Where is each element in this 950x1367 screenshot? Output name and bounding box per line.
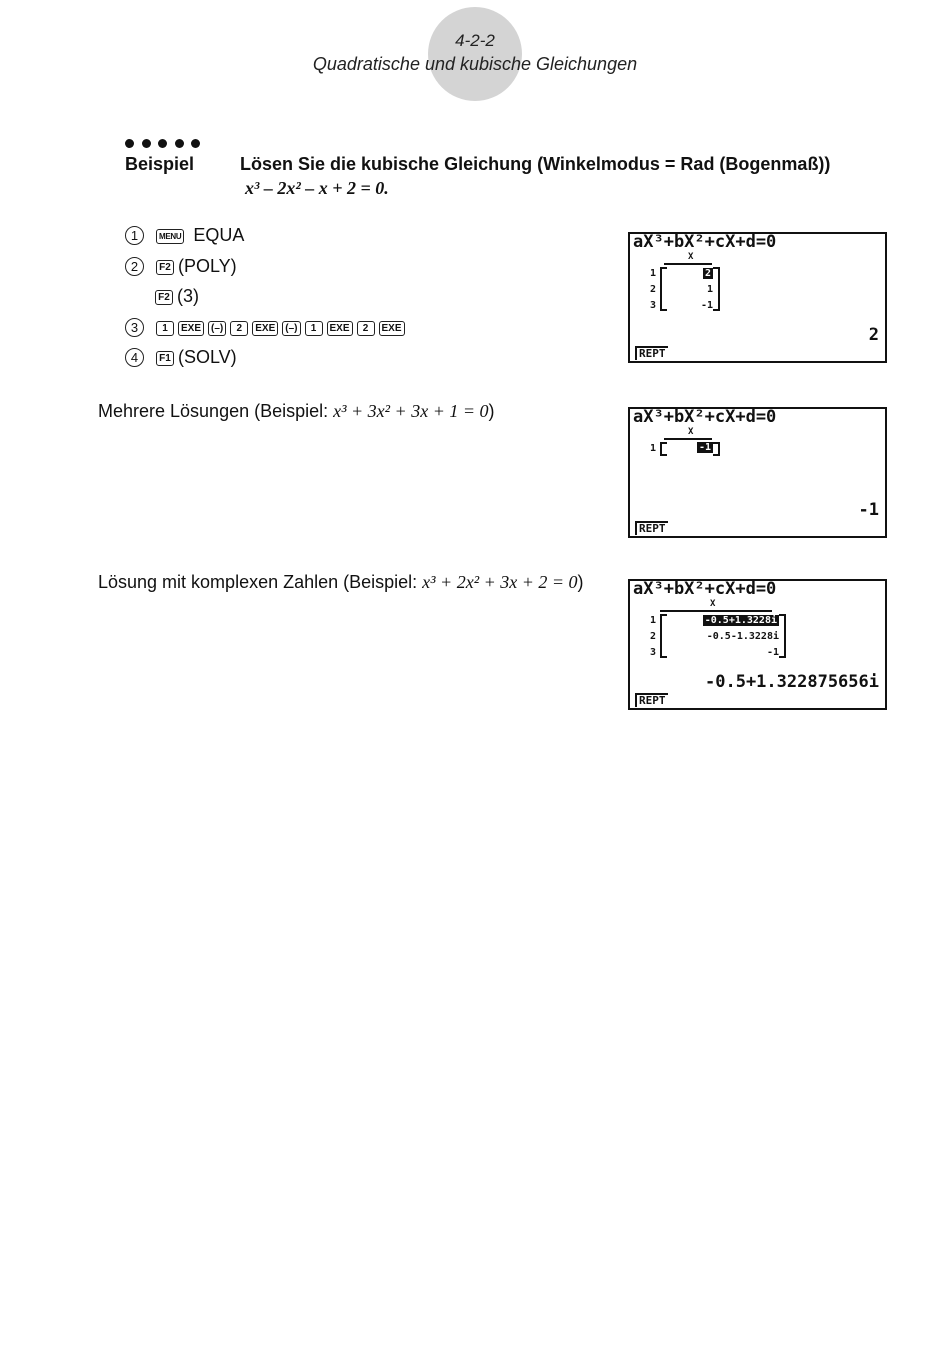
matrix-cell-selected: -0.5+1.3228i: [704, 615, 777, 626]
key-2-icon: 2: [357, 321, 375, 336]
note-equation: x³ + 3x² + 3x + 1 = 0: [333, 401, 489, 421]
matrix-cell-selected: -1: [698, 442, 711, 453]
result-value: -0.5+1.322875656i: [705, 672, 879, 692]
header-underline: [660, 610, 772, 612]
row-index: 2: [650, 284, 657, 295]
step-text: (POLY): [178, 256, 237, 276]
example-label: Beispiel: [125, 154, 195, 174]
f1-key-icon: F1: [156, 351, 174, 366]
note-close: ): [577, 572, 584, 592]
row-index: 1: [650, 443, 657, 454]
column-header: X: [710, 599, 716, 609]
row-index: 1: [650, 615, 657, 626]
exe-key-icon: EXE: [178, 321, 204, 336]
note-close: ): [488, 401, 495, 421]
step-2b: [155, 286, 199, 307]
row-index: 3: [650, 300, 657, 311]
column-header: X: [688, 252, 694, 262]
step-4: [125, 347, 237, 368]
screen-title: aX³+bX²+cX+d=0: [633, 407, 777, 427]
note-label: Lösung mit komplexen Zahlen (Beispiel:: [98, 572, 423, 592]
step-1: [125, 225, 244, 246]
step-number: 3: [125, 318, 144, 337]
example-equation: x³ – 2x² – x + 2 = 0.: [245, 178, 389, 198]
calculator-screen-1: [628, 232, 887, 363]
matrix-cell: 1: [706, 284, 713, 295]
row-index: 1: [650, 268, 657, 279]
exe-key-icon: EXE: [327, 321, 353, 336]
note-equation: x³ + 2x² + 3x + 2 = 0: [422, 572, 578, 592]
menu-key-icon: MENU: [156, 229, 184, 244]
note-label: Mehrere Lösungen (Beispiel:: [98, 401, 334, 421]
example-title: Lösen Sie die kubische Gleichung (Winkelmodus = Rad (Bogenmaß)): [240, 154, 831, 174]
step-text: (SOLV): [178, 347, 237, 367]
matrix-cell-selected: 2: [704, 268, 711, 279]
solution-matrix: [660, 267, 720, 311]
step-number: 4: [125, 348, 144, 367]
section-number: 4-2-2: [455, 31, 495, 50]
step-number: 2: [125, 257, 144, 276]
screen-title: aX³+bX²+cX+d=0: [633, 232, 777, 252]
f2-key-icon: F2: [156, 260, 174, 275]
matrix-cell: -1: [766, 647, 779, 658]
negative-key-icon: (–): [282, 321, 300, 336]
matrix-cell: -0.5-1.3228i: [706, 631, 779, 642]
step-2: [125, 256, 237, 277]
exe-key-icon: EXE: [252, 321, 278, 336]
negative-key-icon: (–): [208, 321, 226, 336]
example-dots-icon: [125, 135, 208, 153]
header-underline: [664, 263, 712, 265]
screen-title: aX³+bX²+cX+d=0: [633, 579, 777, 599]
f2-key-icon: F2: [155, 290, 173, 305]
column-header: X: [688, 427, 694, 437]
key-2-icon: 2: [230, 321, 248, 336]
solution-matrix: [660, 442, 720, 456]
result-value: -1: [858, 500, 879, 520]
result-value: 2: [868, 325, 879, 345]
calculator-screen-2: [628, 407, 887, 538]
calculator-screen-3: [628, 579, 887, 710]
step-text: EQUA: [193, 225, 245, 245]
step-text: (3): [177, 286, 199, 306]
note-multiple-solutions: [98, 401, 495, 422]
rept-function-key: REPT: [635, 346, 668, 360]
header-underline: [664, 438, 712, 440]
key-1-icon: 1: [305, 321, 323, 336]
solution-matrix: [660, 614, 786, 658]
note-complex-solutions: [98, 572, 584, 593]
exe-key-icon: EXE: [379, 321, 405, 336]
step-3: [125, 317, 409, 338]
step-number: 1: [125, 226, 144, 245]
key-1-icon: 1: [156, 321, 174, 336]
row-index: 3: [650, 647, 657, 658]
row-index: 2: [650, 631, 657, 642]
section-title: Quadratische und kubische Gleichungen: [312, 54, 638, 74]
rept-function-key: REPT: [635, 521, 668, 535]
matrix-cell: -1: [700, 300, 713, 311]
rept-function-key: REPT: [635, 693, 668, 707]
